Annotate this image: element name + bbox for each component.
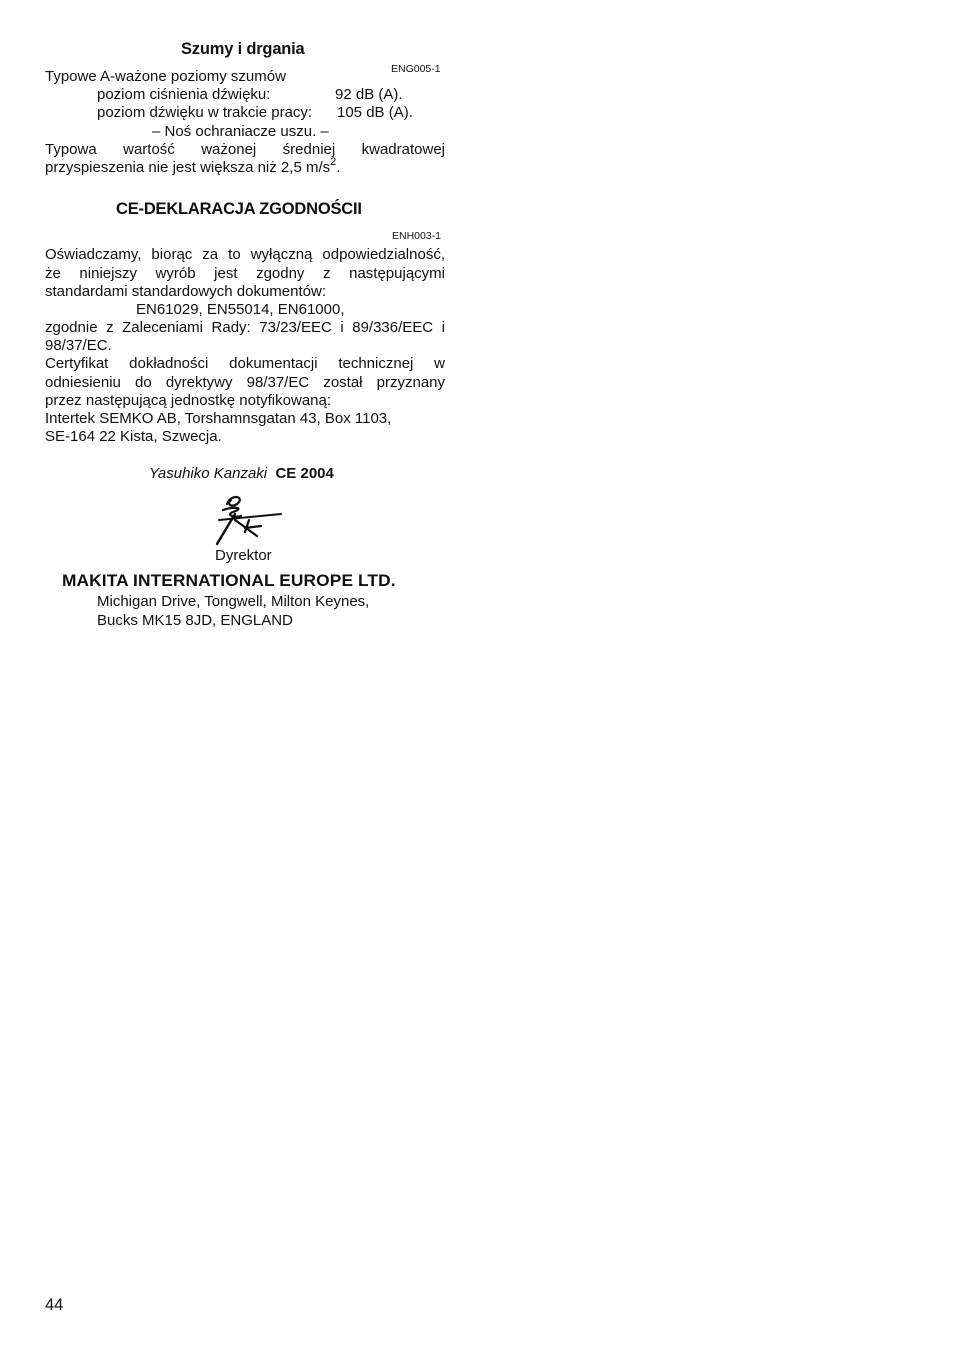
company-address-line2: Bucks MK15 8JD, ENGLAND bbox=[97, 612, 293, 629]
vibration-text: przyspieszenia nie jest większa niż 2,5 m/s bbox=[45, 159, 331, 176]
page-number: 44 bbox=[45, 1296, 64, 1314]
signature-mark bbox=[205, 490, 285, 548]
declaration-code: ENH003-1 bbox=[392, 230, 442, 242]
declaration-p1-line1: Oświadczamy, biorąc za to wyłączną odpowiedzialność, bbox=[45, 246, 445, 263]
declaration-p1-line3: standardami standardowych dokumentów: bbox=[45, 283, 326, 300]
company-address-line1: Michigan Drive, Tongwell, Milton Keynes, bbox=[97, 593, 370, 610]
vibration-period: . bbox=[336, 159, 341, 176]
ce-year: CE 2004 bbox=[275, 465, 334, 482]
sound-power-label: poziom dźwięku w trakcie pracy: bbox=[97, 104, 313, 121]
signatory-line bbox=[149, 465, 334, 482]
declaration-p3-line1: Certyfikat dokładności dokumentacji technicznej w bbox=[45, 355, 445, 372]
declaration-p1-line2: że niniejszy wyrób jest zgodny z następującymi bbox=[45, 265, 445, 282]
company-name: MAKITA INTERNATIONAL EUROPE LTD. bbox=[62, 571, 396, 590]
noise-title: Szumy i drgania bbox=[181, 40, 305, 58]
notified-body-address-line1: Intertek SEMKO AB, Torshamnsgatan 43, Box 1103, bbox=[45, 410, 392, 427]
vibration-line-2 bbox=[45, 156, 341, 176]
noise-code: ENG005-1 bbox=[391, 63, 441, 75]
sound-pressure-label: poziom ciśnienia dźwięku: bbox=[97, 86, 271, 103]
declaration-p3-line2: odniesieniu do dyrektywy 98/37/EC został przyznany bbox=[45, 374, 445, 391]
signatory-name: Yasuhiko Kanzaki bbox=[149, 465, 268, 482]
declaration-p2-line2: 98/37/EC. bbox=[45, 337, 112, 354]
declaration-p2-line1: zgodnie z Zaleceniami Rady: 73/23/EEC i 89/336/EEC i bbox=[45, 319, 445, 336]
signatory-role: Dyrektor bbox=[215, 547, 272, 564]
notified-body-address-line2: SE-164 22 Kista, Szwecja. bbox=[45, 428, 222, 445]
declaration-title: CE-DEKLARACJA ZGODNOŚCII bbox=[116, 200, 362, 218]
vibration-exponent: 2 bbox=[330, 156, 337, 168]
sound-power-value: 105 dB (A). bbox=[337, 104, 413, 121]
sound-pressure-value: 92 dB (A). bbox=[335, 86, 403, 103]
noise-intro: Typowe A-ważone poziomy szumów bbox=[45, 68, 286, 85]
standards-list: EN61029, EN55014, EN61000, bbox=[136, 301, 345, 318]
vibration-line-1: Typowa wartość ważonej średniej kwadratowej bbox=[45, 141, 445, 158]
declaration-p3-line3: przez następującą jednostkę notyfikowaną: bbox=[45, 392, 332, 409]
ear-protection-note: – Noś ochraniacze uszu. – bbox=[152, 123, 329, 140]
